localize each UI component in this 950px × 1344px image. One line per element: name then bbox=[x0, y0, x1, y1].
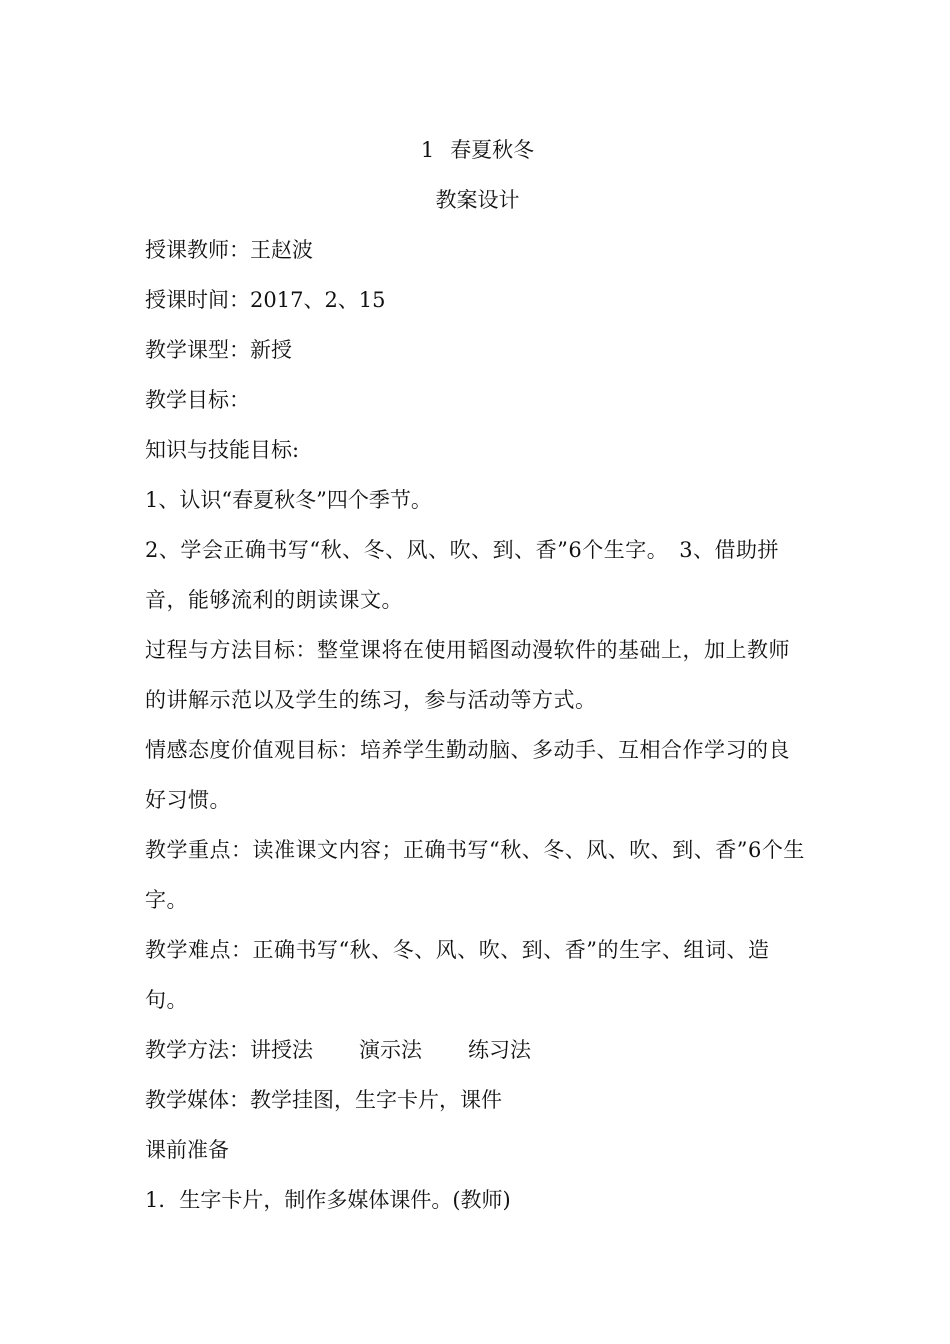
lesson-title bbox=[145, 125, 810, 175]
methods-label: 教学方法：讲授法 bbox=[145, 1038, 313, 1062]
teaching-focus: 教学重点：读准课文内容；正确书写“秋、冬、风、吹、到、香”6个生字。 bbox=[145, 838, 805, 912]
teaching-methods-line bbox=[145, 1025, 810, 1075]
method-practice: 练习法 bbox=[468, 1038, 531, 1062]
teaching-difficulty: 教学难点：正确书写“秋、冬、风、吹、到、香”的生字、组词、造句。 bbox=[145, 938, 770, 1012]
method-demo: 演示法 bbox=[359, 1038, 422, 1062]
teacher-line: 授课教师：王赵波 bbox=[145, 238, 313, 262]
lesson-plan-body bbox=[145, 125, 810, 1225]
lesson-subtitle: 教案设计 bbox=[435, 188, 520, 212]
emotion-goal: 情感态度价值观目标：培养学生勤动脑、多动手、互相合作学习的良好习惯。 bbox=[145, 738, 790, 812]
knowledge-heading: 知识与技能目标: bbox=[145, 438, 300, 462]
prep-item-1: 1．生字卡片，制作多媒体课件。(教师) bbox=[145, 1188, 511, 1212]
lesson-number: 1 bbox=[420, 138, 435, 162]
teaching-media-line: 教学媒体：教学挂图，生字卡片，课件 bbox=[145, 1088, 502, 1112]
goals-heading: 教学目标： bbox=[145, 388, 250, 412]
prep-heading: 课前准备 bbox=[145, 1138, 229, 1162]
process-goal: 过程与方法目标：整堂课将在使用韬图动漫软件的基础上，加上教师的讲解示范以及学生的练习，参与活动等方式。 bbox=[145, 638, 790, 712]
goal-item-2: 2、学会正确书写“秋、冬、风、吹、到、香”6个生字。 3、借助拼音，能够流利的朗读课文。 bbox=[145, 538, 780, 612]
lesson-type-line: 教学课型：新授 bbox=[145, 338, 292, 362]
goal-item-1: 1、认识“春夏秋冬”四个季节。 bbox=[145, 488, 432, 512]
time-line: 授课时间：2017、2、15 bbox=[145, 288, 386, 312]
lesson-title-text: 春夏秋冬 bbox=[450, 138, 535, 162]
